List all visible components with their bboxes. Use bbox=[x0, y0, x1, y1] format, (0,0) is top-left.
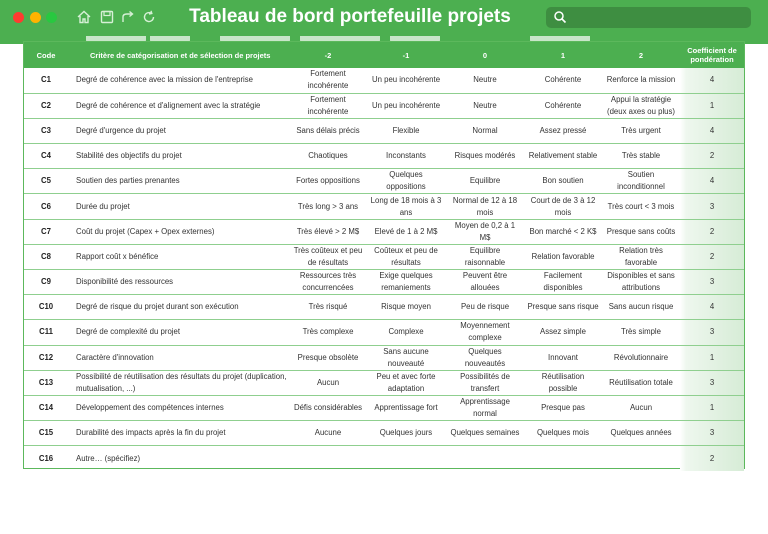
cell-0[interactable] bbox=[446, 446, 524, 471]
cell-minus-1[interactable]: Quelques oppositions bbox=[366, 169, 446, 194]
cell-plus-1[interactable]: Réutilisation possible bbox=[524, 370, 602, 395]
cell-code[interactable]: C10 bbox=[24, 295, 68, 320]
search-icon bbox=[553, 10, 567, 24]
cell-plus-1[interactable]: Cohérente bbox=[524, 68, 602, 93]
cell-minus-1[interactable]: Apprentissage fort bbox=[366, 395, 446, 420]
cell-criterion[interactable]: Degré de complexité du projet bbox=[68, 320, 290, 345]
cell-minus-1[interactable]: Long de 18 mois à 3 ans bbox=[366, 194, 446, 219]
cell-criterion[interactable]: Stabilité des objectifs du projet bbox=[68, 144, 290, 169]
cell-minus-1[interactable]: Quelques jours bbox=[366, 421, 446, 446]
cell-code[interactable]: C11 bbox=[24, 320, 68, 345]
cell-code[interactable]: C16 bbox=[38, 453, 54, 463]
cell-plus-2[interactable]: Réutilisation totale bbox=[602, 370, 680, 395]
cell-0[interactable]: Peu de risque bbox=[446, 295, 524, 320]
cell-weight[interactable]: 4 bbox=[680, 68, 744, 93]
column-header-plus-1[interactable]: 1 bbox=[524, 42, 602, 68]
cell-code[interactable]: C5 bbox=[24, 169, 68, 194]
cell-minus-2[interactable]: Très long > 3 ans bbox=[290, 194, 366, 219]
cell-criterion[interactable]: Soutien des parties prenantes bbox=[68, 169, 290, 194]
cell-criterion[interactable]: Coût du projet (Capex + Opex externes) bbox=[68, 219, 290, 244]
cell-minus-1[interactable]: Coûteux et peu de résultats bbox=[366, 244, 446, 269]
cell-0[interactable]: Equilibre bbox=[446, 169, 524, 194]
share-icon[interactable] bbox=[120, 9, 136, 25]
cell-criterion[interactable]: Durabilité des impacts après la fin du projet bbox=[68, 421, 290, 446]
cell-minus-2[interactable]: Presque obsolète bbox=[290, 345, 366, 370]
cell-0[interactable]: Moyennement complexe bbox=[446, 320, 524, 345]
cell-plus-1[interactable]: Presque sans risque bbox=[524, 295, 602, 320]
cell-minus-2[interactable]: Fortement incohérente bbox=[290, 68, 366, 93]
cell-plus-2[interactable]: Très simple bbox=[602, 320, 680, 345]
cell-plus-1[interactable]: Quelques mois bbox=[524, 421, 602, 446]
cell-plus-2[interactable]: Appui la stratégie (deux axes ou plus) bbox=[602, 93, 680, 118]
cell-0[interactable]: Neutre bbox=[446, 68, 524, 93]
table-row bbox=[24, 320, 744, 345]
cell-minus-2[interactable]: Très risqué bbox=[290, 295, 366, 320]
save-icon[interactable] bbox=[99, 9, 115, 25]
cell-plus-2[interactable]: Relation très favorable bbox=[602, 244, 680, 269]
title-bar bbox=[0, 0, 768, 36]
table-row bbox=[24, 68, 744, 93]
cell-minus-1[interactable]: Un peu incohérente bbox=[366, 93, 446, 118]
column-header-code[interactable]: Code bbox=[24, 42, 68, 68]
table-row bbox=[24, 370, 744, 395]
cell-criterion[interactable]: Degré de risque du projet durant son exécution bbox=[68, 295, 290, 320]
cell-criterion[interactable]: Durée du projet bbox=[68, 194, 290, 219]
cell-plus-1[interactable]: Assez pressé bbox=[524, 118, 602, 143]
column-header-minus-1[interactable]: -1 bbox=[366, 42, 446, 68]
cell-minus-2[interactable] bbox=[290, 446, 366, 471]
cell-plus-1[interactable]: Presque pas bbox=[524, 395, 602, 420]
cell-criterion[interactable]: Degré de cohérence avec la mission de l'entreprise bbox=[68, 68, 290, 93]
table-row bbox=[24, 93, 744, 118]
cell-weight[interactable]: 1 bbox=[680, 345, 744, 370]
cell-plus-1[interactable] bbox=[524, 446, 602, 471]
cell-weight[interactable]: 1 bbox=[680, 93, 744, 118]
table-header-row bbox=[24, 42, 744, 68]
cell-plus-1[interactable]: Facilement disponibles bbox=[524, 270, 602, 295]
cell-0[interactable]: Possibilités de transfert bbox=[446, 370, 524, 395]
cell-code[interactable]: C2 bbox=[24, 93, 68, 118]
cell-plus-2[interactable]: Révolutionnaire bbox=[602, 345, 680, 370]
criteria-table bbox=[24, 42, 744, 471]
cell-plus-2[interactable]: Renforce la mission bbox=[602, 68, 680, 93]
cell-code[interactable]: C12 bbox=[24, 345, 68, 370]
column-header-criterion[interactable]: Critère de catégorisation et de sélection de projets bbox=[68, 42, 290, 68]
criteria-table-panel bbox=[23, 41, 745, 469]
cell-weight[interactable]: 4 bbox=[680, 169, 744, 194]
table-row bbox=[24, 169, 744, 194]
table-row bbox=[24, 244, 744, 269]
cell-criterion[interactable]: Degré de cohérence et d'alignement avec la stratégie bbox=[68, 93, 290, 118]
table-row bbox=[24, 395, 744, 420]
cell-plus-1[interactable]: Relativement stable bbox=[524, 144, 602, 169]
cell-plus-1[interactable]: Court de de 3 à 12 mois bbox=[524, 194, 602, 219]
cell-plus-2[interactable]: Quelques années bbox=[602, 421, 680, 446]
cell-weight[interactable]: 3 bbox=[680, 320, 744, 345]
cell-minus-2[interactable]: Très coûteux et peu de résultats bbox=[290, 244, 366, 269]
cell-0[interactable]: Normal de 12 à 18 mois bbox=[446, 194, 524, 219]
cell-weight[interactable]: 3 bbox=[680, 270, 744, 295]
cell-plus-2[interactable]: Sans aucun risque bbox=[602, 295, 680, 320]
cell-code[interactable]: C4 bbox=[24, 144, 68, 169]
cell-minus-1[interactable]: Peu et avec forte adaptation bbox=[366, 370, 446, 395]
cell-0[interactable]: Neutre bbox=[446, 93, 524, 118]
cell-minus-2[interactable]: Défis considérables bbox=[290, 395, 366, 420]
cell-minus-1[interactable]: Elevé de 1 à 2 M$ bbox=[366, 219, 446, 244]
home-icon[interactable] bbox=[76, 9, 92, 25]
cell-minus-2[interactable]: Fortes oppositions bbox=[290, 169, 366, 194]
cell-weight[interactable]: 1 bbox=[680, 395, 744, 420]
cell-criterion[interactable]: Degré d'urgence du projet bbox=[68, 118, 290, 143]
cell-minus-1[interactable]: Un peu incohérente bbox=[366, 68, 446, 93]
minimize-window-button[interactable] bbox=[30, 12, 41, 23]
cell-minus-2[interactable]: Aucune bbox=[290, 421, 366, 446]
cell-weight[interactable]: 3 bbox=[680, 370, 744, 395]
cell-minus-1[interactable]: Sans aucune nouveauté bbox=[366, 345, 446, 370]
column-header-minus-2[interactable]: -2 bbox=[290, 42, 366, 68]
cell-minus-2[interactable]: Fortement incohérente bbox=[290, 93, 366, 118]
table-row bbox=[24, 270, 744, 295]
column-header-plus-2[interactable]: 2 bbox=[602, 42, 680, 68]
cell-minus-2[interactable]: Chaotiques bbox=[290, 144, 366, 169]
cell-minus-1[interactable]: Exige quelques remaniements bbox=[366, 270, 446, 295]
cell-code[interactable]: C15 bbox=[24, 421, 68, 446]
app-title: Tableau de bord portefeuille projets bbox=[189, 6, 511, 27]
table-row bbox=[24, 118, 744, 143]
cell-criterion[interactable]: Développement des compétences internes bbox=[68, 395, 290, 420]
cell-plus-1[interactable]: Relation favorable bbox=[524, 244, 602, 269]
close-window-button[interactable] bbox=[13, 12, 24, 23]
cell-plus-2[interactable]: Très court < 3 mois bbox=[602, 194, 680, 219]
cell-0[interactable]: Normal bbox=[446, 118, 524, 143]
cell-weight[interactable]: 3 bbox=[680, 194, 744, 219]
cell-plus-2[interactable]: Disponibles et sans attributions bbox=[602, 270, 680, 295]
cell-minus-1[interactable]: Inconstants bbox=[366, 144, 446, 169]
cell-code[interactable]: C14 bbox=[24, 395, 68, 420]
column-header-weight[interactable]: Coefficient de pondération bbox=[680, 42, 744, 68]
table-row bbox=[24, 421, 744, 446]
cell-code[interactable]: C13 bbox=[24, 370, 68, 395]
cell-weight[interactable]: 2 bbox=[680, 446, 744, 471]
cell-weight[interactable]: 2 bbox=[680, 244, 744, 269]
cell-code[interactable]: C6 bbox=[24, 194, 68, 219]
table-row bbox=[24, 446, 744, 471]
table-row bbox=[24, 345, 744, 370]
cell-minus-2[interactable]: Sans délais précis bbox=[290, 118, 366, 143]
cell-weight[interactable]: 4 bbox=[680, 118, 744, 143]
cell-criterion[interactable]: Caractère d'innovation bbox=[68, 345, 290, 370]
cell-plus-2[interactable]: Très urgent bbox=[602, 118, 680, 143]
cell-plus-1[interactable]: Assez simple bbox=[524, 320, 602, 345]
cell-0[interactable]: Equilibre raisonnable bbox=[446, 244, 524, 269]
cell-0[interactable]: Quelques nouveautés bbox=[446, 345, 524, 370]
cell-code[interactable]: C7 bbox=[24, 219, 68, 244]
cell-criterion[interactable]: Rapport coût x bénéfice bbox=[68, 244, 290, 269]
cell-plus-2[interactable]: Aucun bbox=[602, 395, 680, 420]
cell-minus-2[interactable]: Très complexe bbox=[290, 320, 366, 345]
cell-minus-1[interactable]: Risque moyen bbox=[366, 295, 446, 320]
cell-weight[interactable]: 2 bbox=[680, 144, 744, 169]
cell-weight[interactable]: 4 bbox=[680, 295, 744, 320]
search-input[interactable] bbox=[546, 7, 751, 28]
cell-plus-2[interactable]: Presque sans coûts bbox=[602, 219, 680, 244]
cell-0[interactable]: Moyen de 0,2 à 1 M$ bbox=[446, 219, 524, 244]
cell-0[interactable]: Apprentissage normal bbox=[446, 395, 524, 420]
cell-minus-2[interactable]: Aucun bbox=[290, 370, 366, 395]
cell-code[interactable]: C8 bbox=[24, 244, 68, 269]
cell-plus-1[interactable]: Innovant bbox=[524, 345, 602, 370]
table-row bbox=[24, 219, 744, 244]
cell-code[interactable]: C3 bbox=[24, 118, 68, 143]
cell-plus-1[interactable]: Bon marché < 2 K$ bbox=[524, 219, 602, 244]
cell-plus-2[interactable]: Très stable bbox=[602, 144, 680, 169]
cell-0[interactable]: Quelques semaines bbox=[446, 421, 524, 446]
cell-plus-1[interactable]: Bon soutien bbox=[524, 169, 602, 194]
cell-weight[interactable]: 3 bbox=[680, 421, 744, 446]
table-row bbox=[24, 144, 744, 169]
cell-0[interactable]: Peuvent être allouées bbox=[446, 270, 524, 295]
cell-0[interactable]: Risques modérés bbox=[446, 144, 524, 169]
refresh-icon[interactable] bbox=[141, 9, 157, 25]
cell-weight[interactable]: 2 bbox=[680, 219, 744, 244]
cell-criterion[interactable]: Possibilité de réutilisation des résultats du projet (duplication, mutualisation, ...) bbox=[68, 370, 290, 395]
column-header-0[interactable]: 0 bbox=[446, 42, 524, 68]
cell-code[interactable]: C9 bbox=[24, 270, 68, 295]
cell-minus-2[interactable]: Très élevé > 2 M$ bbox=[290, 219, 366, 244]
cell-code[interactable]: C1 bbox=[24, 68, 68, 93]
cell-plus-2[interactable]: Soutien inconditionnel bbox=[602, 169, 680, 194]
table-row bbox=[24, 295, 744, 320]
table-row bbox=[24, 194, 744, 219]
cell-plus-2[interactable] bbox=[602, 446, 680, 471]
cell-plus-1[interactable]: Cohérente bbox=[524, 93, 602, 118]
maximize-window-button[interactable] bbox=[46, 12, 57, 23]
cell-minus-1[interactable]: Flexible bbox=[366, 118, 446, 143]
cell-criterion[interactable]: Autre… (spécifiez) bbox=[76, 453, 141, 463]
cell-minus-1[interactable] bbox=[366, 446, 446, 471]
cell-minus-1[interactable]: Complexe bbox=[366, 320, 446, 345]
cell-criterion[interactable]: Disponibilité des ressources bbox=[68, 270, 290, 295]
cell-minus-2[interactable]: Ressources très concurrencées bbox=[290, 270, 366, 295]
